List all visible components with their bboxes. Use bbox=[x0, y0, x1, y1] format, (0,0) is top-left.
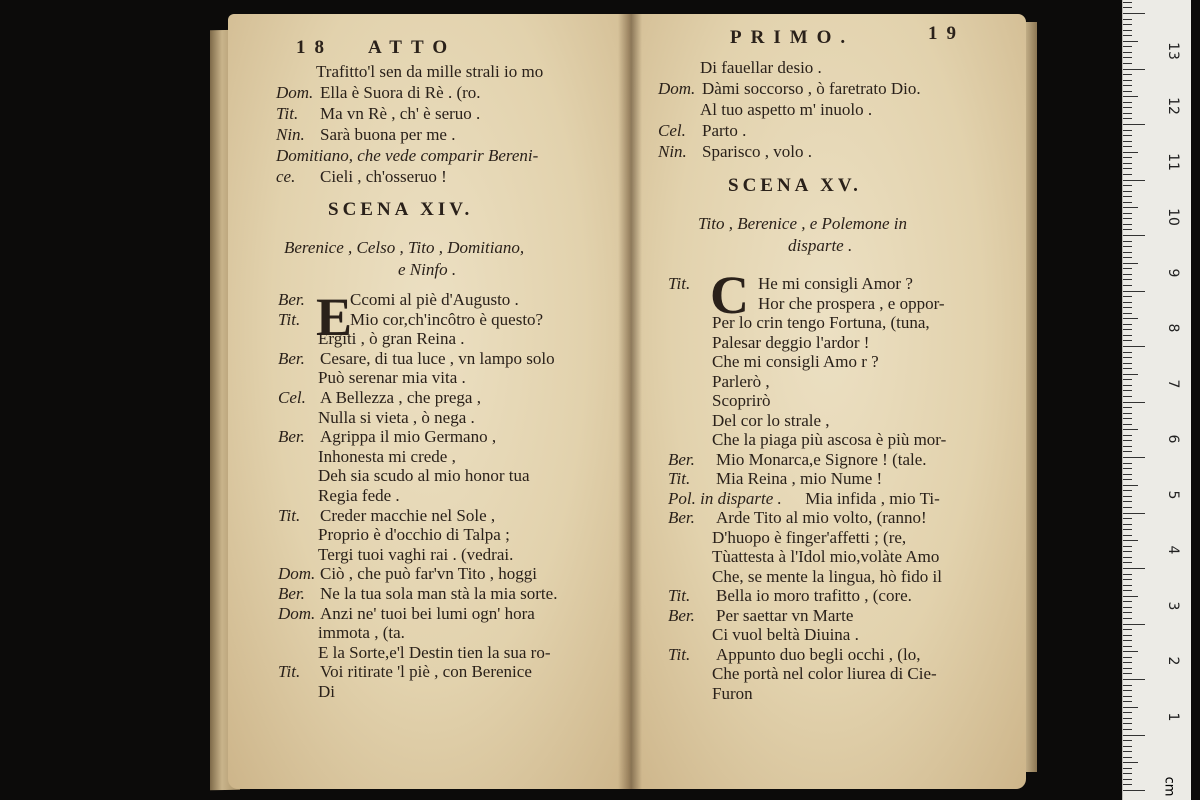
left-scene-characters-2: e Ninfo . bbox=[398, 260, 457, 279]
verse-line: Al tuo aspetto m' inuolo . bbox=[700, 100, 873, 119]
ruler-tick bbox=[1123, 202, 1132, 203]
ruler-tick bbox=[1123, 790, 1145, 791]
ruler-number: 6 bbox=[1165, 434, 1181, 444]
ruler-tick bbox=[1123, 41, 1138, 42]
ruler-tick bbox=[1123, 646, 1132, 647]
speaker-label: Ber. bbox=[668, 449, 695, 469]
ruler-tick bbox=[1123, 735, 1145, 736]
measuring-ruler bbox=[1122, 0, 1191, 800]
ruler-tick bbox=[1123, 368, 1132, 369]
ruler-number: 3 bbox=[1165, 601, 1181, 610]
ruler-tick bbox=[1123, 402, 1145, 403]
verse-line: Cieli , ch'osseruo ! bbox=[320, 167, 447, 186]
ruler-tick bbox=[1123, 396, 1132, 397]
ruler-tick bbox=[1123, 191, 1132, 192]
verse-line: Parto . bbox=[702, 121, 747, 140]
verse-line: He mi consigli Amor ? bbox=[758, 274, 913, 293]
ruler-tick bbox=[1123, 168, 1132, 169]
ruler-tick bbox=[1123, 196, 1132, 197]
ruler-tick bbox=[1123, 118, 1132, 119]
ruler-number: 1 bbox=[1165, 712, 1181, 721]
speaker-label: Dom. bbox=[278, 564, 316, 584]
ruler-tick bbox=[1123, 174, 1132, 175]
ruler-tick bbox=[1123, 435, 1132, 436]
right-scene-title: SCENA XV. bbox=[728, 175, 862, 196]
ruler-tick bbox=[1123, 607, 1132, 608]
ruler-tick bbox=[1123, 379, 1132, 380]
speaker-label: Dom. bbox=[276, 83, 314, 102]
ruler-tick bbox=[1123, 291, 1145, 292]
speaker-label: Tit. bbox=[278, 309, 301, 329]
verse-line: Mia infida , mio Ti- bbox=[805, 488, 940, 508]
speaker-label: Tit. bbox=[668, 586, 691, 605]
ruler-tick bbox=[1123, 574, 1132, 575]
ruler-tick bbox=[1123, 390, 1132, 391]
ruler-tick bbox=[1123, 385, 1132, 386]
ruler-tick bbox=[1123, 479, 1132, 480]
left-dropcap: E bbox=[316, 287, 353, 347]
ruler-tick bbox=[1123, 274, 1132, 275]
ruler-tick bbox=[1123, 513, 1145, 514]
ruler-tick bbox=[1123, 657, 1132, 658]
ruler-tick bbox=[1123, 612, 1132, 613]
ruler-tick bbox=[1123, 157, 1132, 158]
ruler-tick bbox=[1123, 557, 1132, 558]
ruler-tick bbox=[1123, 185, 1132, 186]
ruler-tick bbox=[1123, 268, 1132, 269]
verse-line: Anzi ne' tuoi bei lumi ogn' hora bbox=[320, 603, 535, 623]
book-gutter bbox=[618, 14, 642, 789]
verse-line: E la Sorte,e'l Destin tien la sua ro- bbox=[318, 642, 551, 662]
left-page-number: 18 bbox=[296, 37, 333, 58]
ruler-tick bbox=[1123, 2, 1132, 3]
ruler-tick bbox=[1123, 501, 1132, 502]
ruler-tick bbox=[1123, 57, 1132, 58]
verse-line: Tergi tuoi vaghi rai . (vedrai. bbox=[318, 544, 514, 564]
verse-line: Per lo crin tengo Fortuna, (tuna, bbox=[712, 313, 930, 332]
verse-line: Può serenar mia vita . bbox=[318, 368, 466, 388]
ruler-tick bbox=[1123, 596, 1138, 597]
ruler-tick bbox=[1123, 85, 1132, 86]
ruler-tick bbox=[1123, 762, 1138, 763]
speaker-label: Ber. bbox=[278, 427, 305, 447]
ruler-tick bbox=[1123, 507, 1132, 508]
ruler-tick bbox=[1123, 257, 1132, 258]
right-dropcap: C bbox=[710, 265, 749, 325]
verse-line: Per saettar vn Marte bbox=[716, 605, 854, 625]
ruler-tick bbox=[1123, 729, 1132, 730]
ruler-tick bbox=[1123, 424, 1132, 425]
ruler-tick bbox=[1123, 107, 1132, 108]
verse-line: A Bellezza , che prega , bbox=[320, 388, 481, 407]
ruler-tick bbox=[1123, 529, 1132, 530]
ruler-tick bbox=[1123, 363, 1132, 364]
verse-line: Tùattesta à l'Idol mio,volàte Amo bbox=[712, 547, 940, 566]
ruler-tick bbox=[1123, 46, 1132, 47]
verse-line: Trafitto'l sen da mille strali io mo bbox=[316, 62, 544, 81]
speaker-label: Ber. bbox=[278, 584, 305, 603]
verse-line: D'huopo è finger'affetti ; (re, bbox=[712, 527, 907, 547]
speaker-label: Tit. bbox=[278, 505, 301, 525]
ruler-tick bbox=[1123, 718, 1132, 719]
speaker-label: Ber. bbox=[278, 290, 305, 309]
ruler-tick bbox=[1123, 740, 1132, 741]
ruler-tick bbox=[1123, 374, 1138, 375]
verse-line: Che mi consigli Amo r ? bbox=[712, 352, 879, 371]
ruler-tick bbox=[1123, 229, 1132, 230]
ruler-tick bbox=[1123, 618, 1132, 619]
speaker-label: Tit. bbox=[668, 274, 691, 293]
verse-line: immota , (ta. bbox=[318, 623, 405, 643]
ruler-tick bbox=[1123, 779, 1132, 780]
speaker-label: Nin. bbox=[658, 142, 687, 161]
ruler-tick bbox=[1123, 346, 1145, 347]
verse-line: Deh sia scudo al mio honor tua bbox=[318, 466, 530, 486]
ruler-number: 10 bbox=[1165, 208, 1181, 226]
ruler-tick bbox=[1123, 241, 1132, 242]
ruler-number: 12 bbox=[1165, 97, 1181, 115]
ruler-tick bbox=[1123, 518, 1132, 519]
speaker-label: Cel. bbox=[658, 121, 686, 140]
ruler-tick bbox=[1123, 252, 1132, 253]
left-running-head: ATTO bbox=[368, 37, 457, 58]
ruler-number: 13 bbox=[1165, 41, 1181, 60]
verse-line: Regia fede . bbox=[318, 486, 400, 505]
verse-line: Proprio è d'occhio di Talpa ; bbox=[318, 525, 510, 545]
ruler-tick bbox=[1123, 490, 1132, 491]
ruler-tick bbox=[1123, 340, 1132, 341]
ruler-tick bbox=[1123, 357, 1132, 358]
ruler-tick bbox=[1123, 413, 1132, 414]
ruler-tick bbox=[1123, 13, 1145, 14]
ruler-tick bbox=[1123, 30, 1132, 31]
ruler-tick bbox=[1123, 668, 1132, 669]
ruler-tick bbox=[1123, 19, 1132, 20]
ruler-number: 5 bbox=[1165, 490, 1181, 499]
ruler-tick bbox=[1123, 335, 1132, 336]
ruler-tick bbox=[1123, 551, 1132, 552]
ruler-tick bbox=[1123, 662, 1132, 663]
ruler-tick bbox=[1123, 207, 1138, 208]
right-scene-characters: Tito , Berenice , e Polemone in bbox=[698, 214, 907, 233]
ruler-tick bbox=[1123, 751, 1132, 752]
ruler-tick bbox=[1123, 113, 1132, 114]
right-page-number: 19 bbox=[928, 23, 965, 44]
verse-line: Del cor lo strale , bbox=[712, 410, 830, 430]
ruler-tick bbox=[1123, 535, 1132, 536]
left-page bbox=[228, 14, 630, 789]
speaker-label: Ber. bbox=[668, 508, 695, 527]
speaker-label: Ber. bbox=[278, 348, 305, 368]
ruler-number: 4 bbox=[1165, 545, 1181, 555]
ruler-tick bbox=[1123, 635, 1132, 636]
verse-line: Arde Tito al mio volto, (ranno! bbox=[716, 508, 927, 527]
ruler-number: 8 bbox=[1165, 323, 1181, 333]
speaker-label: Tit. bbox=[276, 104, 299, 123]
ruler-tick bbox=[1123, 485, 1138, 486]
verse-line: Voi ritirate 'l piè , con Berenice bbox=[320, 662, 532, 682]
verse-line: Hor che prospera , e oppor- bbox=[758, 293, 945, 313]
ruler-number: 2 bbox=[1165, 656, 1181, 666]
ruler-tick bbox=[1123, 74, 1132, 75]
ruler-tick bbox=[1123, 152, 1138, 153]
ruler-tick bbox=[1123, 91, 1132, 92]
ruler-tick bbox=[1123, 141, 1132, 142]
ruler-tick bbox=[1123, 407, 1132, 408]
ruler-tick bbox=[1123, 307, 1132, 308]
ruler-number: 9 bbox=[1165, 268, 1181, 277]
ruler-tick bbox=[1123, 590, 1132, 591]
ruler-tick bbox=[1123, 707, 1138, 708]
ruler-tick bbox=[1123, 679, 1145, 680]
ruler-tick bbox=[1123, 135, 1132, 136]
ruler-tick bbox=[1123, 7, 1132, 8]
ruler-tick bbox=[1123, 701, 1132, 702]
ruler-tick bbox=[1123, 313, 1132, 314]
verse-line: Ccomi al piè d'Augusto . bbox=[350, 290, 519, 309]
ruler-tick bbox=[1123, 601, 1132, 602]
ruler-tick bbox=[1123, 263, 1138, 264]
ruler-number: 11 bbox=[1165, 152, 1181, 171]
ruler-number: 7 bbox=[1165, 379, 1181, 388]
ruler-tick bbox=[1123, 296, 1132, 297]
ruler-tick bbox=[1123, 352, 1132, 353]
ruler-tick bbox=[1123, 235, 1145, 236]
ruler-tick bbox=[1123, 463, 1132, 464]
verse-line: Dàmi soccorso , ò faretrato Dio. bbox=[702, 79, 921, 98]
ruler-tick bbox=[1123, 96, 1138, 97]
ruler-tick bbox=[1123, 746, 1132, 747]
ruler-tick bbox=[1123, 640, 1132, 641]
speaker-label: Dom. bbox=[658, 79, 696, 98]
verse-line: Ergiti , ò gran Reina . bbox=[318, 329, 465, 349]
ruler-tick bbox=[1123, 457, 1145, 458]
verse-line: Scoprirò bbox=[712, 391, 771, 410]
right-page bbox=[628, 14, 1026, 789]
ruler-tick bbox=[1123, 629, 1132, 630]
speaker-label: ce. bbox=[276, 167, 296, 186]
ruler-tick bbox=[1123, 773, 1132, 774]
ruler-tick bbox=[1123, 585, 1132, 586]
ruler-tick bbox=[1123, 324, 1132, 325]
ruler-tick bbox=[1123, 579, 1132, 580]
ruler-tick bbox=[1123, 712, 1132, 713]
ruler-tick bbox=[1123, 568, 1145, 569]
ruler-tick bbox=[1123, 690, 1132, 691]
ruler-tick bbox=[1123, 302, 1132, 303]
verse-line: Mia Reina , mio Nume ! bbox=[716, 469, 883, 488]
ruler-tick bbox=[1123, 474, 1132, 475]
right-running-head: PRIMO. bbox=[730, 27, 855, 48]
ruler-tick bbox=[1123, 468, 1132, 469]
verse-line: Parlerò , bbox=[712, 371, 770, 391]
ruler-tick bbox=[1123, 124, 1145, 125]
speaker-label: Domitiano, che vede comparir Bereni- bbox=[276, 146, 539, 165]
ruler-tick bbox=[1123, 180, 1145, 181]
ruler-tick bbox=[1123, 329, 1132, 330]
verse-line: Che portà nel color liurea di Cie- bbox=[712, 664, 937, 683]
ruler-tick bbox=[1123, 63, 1132, 64]
ruler-tick bbox=[1123, 24, 1132, 25]
verse-line: Mio Monarca,e Signore ! (tale. bbox=[716, 449, 927, 469]
ruler-tick bbox=[1123, 429, 1138, 430]
ruler-tick bbox=[1123, 446, 1132, 447]
verse-line: Di bbox=[318, 682, 335, 701]
ruler-tick bbox=[1123, 685, 1132, 686]
ruler-tick bbox=[1123, 451, 1132, 452]
verse-line: Ciò , che può far'vn Tito , hoggi bbox=[320, 564, 537, 584]
verse-line: Di fauellar desio . bbox=[700, 58, 822, 77]
speaker-label: Pol. in disparte . bbox=[668, 488, 782, 508]
ruler-tick bbox=[1123, 224, 1132, 225]
verse-line: Creder macchie nel Sole , bbox=[320, 505, 496, 525]
verse-line: Inhonesta mi crede , bbox=[318, 446, 456, 466]
speaker-label: Dom. bbox=[278, 603, 316, 623]
ruler-tick bbox=[1123, 757, 1132, 758]
ruler-tick bbox=[1123, 673, 1132, 674]
verse-line: Sarà buona per me . bbox=[320, 125, 456, 144]
ruler-tick bbox=[1123, 651, 1138, 652]
ruler-tick bbox=[1123, 418, 1132, 419]
ruler-tick bbox=[1123, 562, 1132, 563]
ruler-tick bbox=[1123, 768, 1132, 769]
verse-line: Agrippa il mio Germano , bbox=[320, 427, 497, 447]
ruler-tick bbox=[1123, 80, 1132, 81]
verse-line: Bella io moro trafitto , (core. bbox=[716, 586, 912, 605]
ruler-tick bbox=[1123, 440, 1132, 441]
speaker-label: Tit. bbox=[668, 469, 691, 488]
ruler-tick bbox=[1123, 102, 1132, 103]
verse-line: Cesare, di tua luce , vn lampo solo bbox=[320, 348, 555, 368]
verse-line: Ella è Suora di Rè . (ro. bbox=[320, 83, 481, 102]
verse-line: Che la piaga più ascosa è più mor- bbox=[712, 430, 947, 449]
ruler-tick bbox=[1123, 246, 1132, 247]
ruler-tick bbox=[1123, 496, 1132, 497]
verse-line: Nulla si vieta , ò nega . bbox=[318, 407, 475, 427]
verse-line: Mio cor,ch'incôtro è questo? bbox=[350, 309, 544, 329]
ruler-tick bbox=[1123, 218, 1132, 219]
ruler-tick bbox=[1123, 35, 1132, 36]
verse-line: Ne la tua sola man stà la mia sorte. bbox=[320, 584, 558, 603]
ruler-tick bbox=[1123, 130, 1132, 131]
verse-line: Palesar deggio l'ardor ! bbox=[712, 332, 870, 352]
verse-line: Che, se mente la lingua, hò fido il bbox=[712, 566, 942, 586]
ruler-tick bbox=[1123, 696, 1132, 697]
verse-line: Ci vuol beltà Diuina . bbox=[712, 625, 859, 644]
verse-line: Sparisco , volo . bbox=[702, 142, 813, 161]
ruler-tick bbox=[1123, 163, 1132, 164]
verse-line: Furon bbox=[712, 683, 753, 703]
ruler-tick bbox=[1123, 146, 1132, 147]
ruler-tick bbox=[1123, 213, 1132, 214]
speaker-label: Cel. bbox=[278, 388, 306, 407]
ruler-tick bbox=[1123, 279, 1132, 280]
left-scene-characters: Berenice , Celso , Tito , Domitiano, bbox=[284, 238, 525, 257]
speaker-label: Tit. bbox=[278, 662, 301, 682]
verse-line: Appunto duo begli occhi , (lo, bbox=[716, 644, 921, 664]
ruler-tick bbox=[1123, 285, 1132, 286]
ruler-tick bbox=[1123, 723, 1132, 724]
ruler-tick bbox=[1123, 69, 1145, 70]
right-scene-characters-2: disparte . bbox=[788, 236, 853, 255]
ruler-tick bbox=[1123, 540, 1138, 541]
ruler-tick bbox=[1123, 624, 1145, 625]
speaker-label: Ber. bbox=[668, 605, 695, 625]
ruler-tick bbox=[1123, 52, 1132, 53]
ruler-tick bbox=[1123, 524, 1132, 525]
ruler-tick bbox=[1123, 784, 1132, 785]
speaker-label: Nin. bbox=[276, 125, 305, 144]
ruler-unit: cm bbox=[1161, 776, 1177, 797]
ruler-tick bbox=[1123, 318, 1138, 319]
verse-line: Ma vn Rè , ch' è seruo . bbox=[320, 104, 481, 123]
speaker-label: Tit. bbox=[668, 644, 691, 664]
left-scene-title: SCENA XIV. bbox=[328, 199, 474, 220]
ruler-tick bbox=[1123, 546, 1132, 547]
